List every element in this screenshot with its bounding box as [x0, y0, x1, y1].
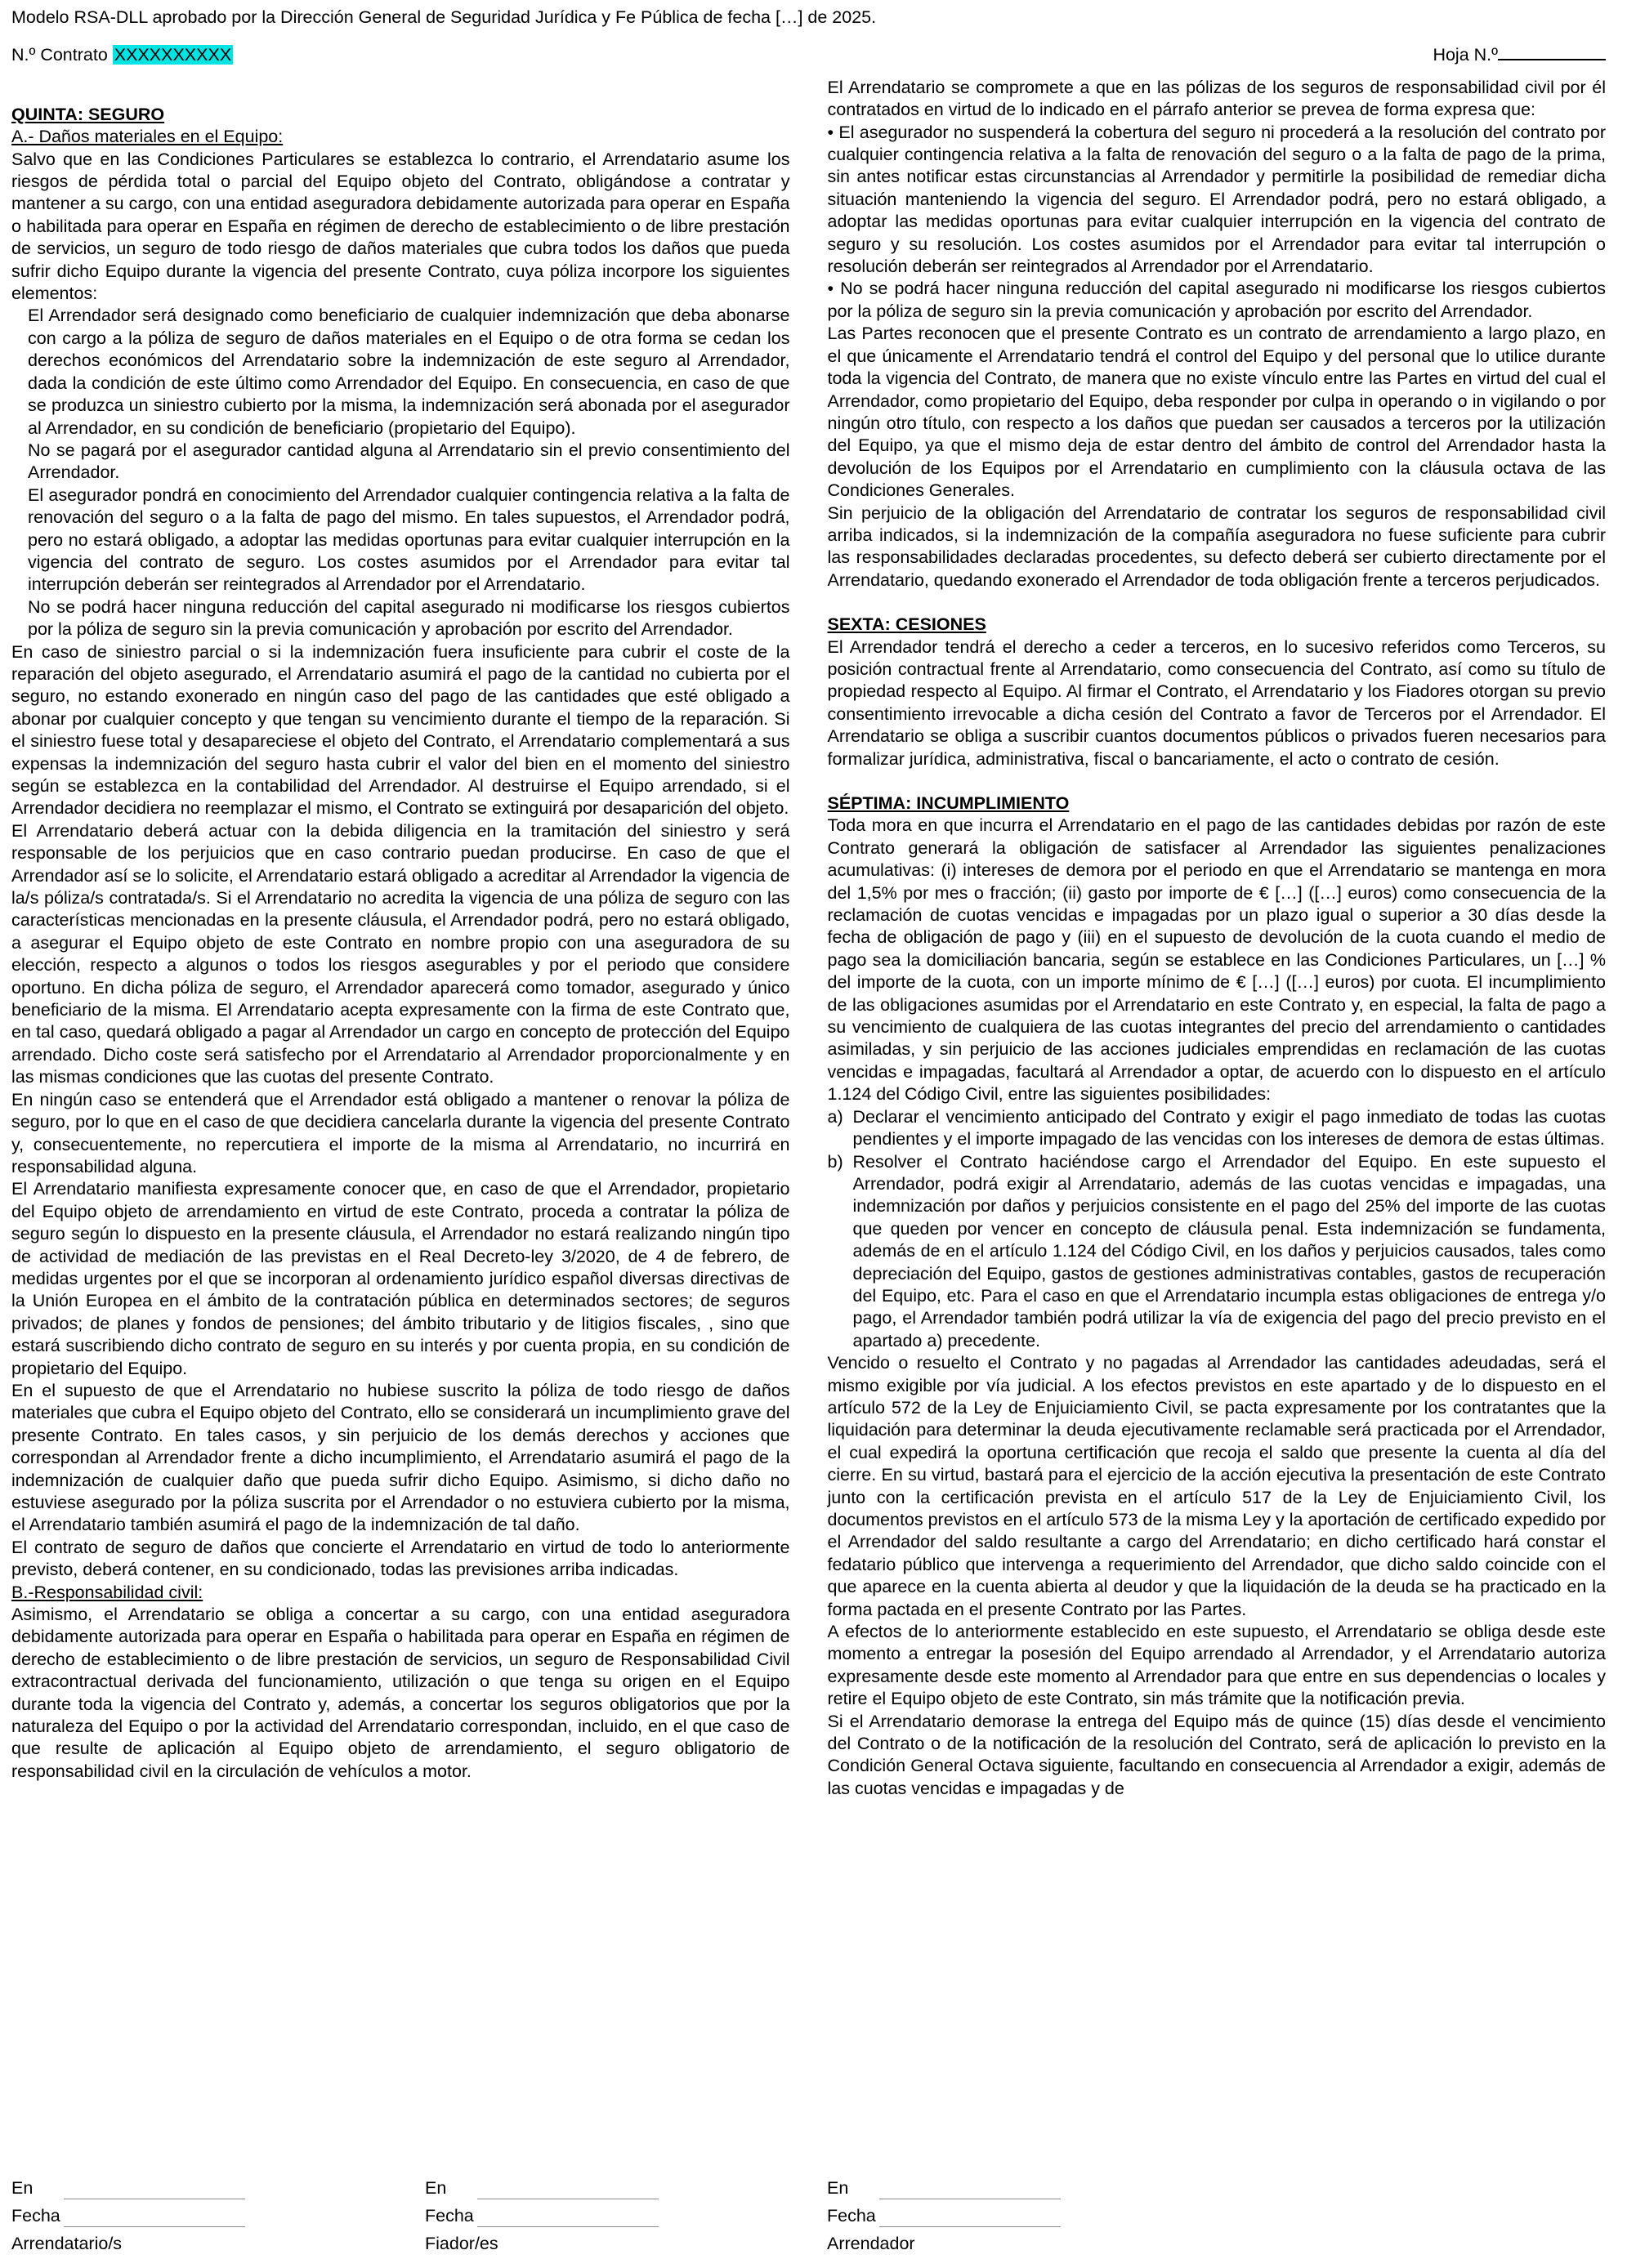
paragraph: Sin perjuicio de la obligación del Arrendatario de contratar los seguros de responsabilidad civil arriba indicados, si la indemnización de la compañía aseguradora no fuese suficiente para cubrir las responsabilidades declaradas procedentes, su defecto deberá ser cubierto directamente por el Arrendatario, quedando exonerado el Arrendador de toda obligación frente a terceros perjudicados.: [827, 502, 1606, 590]
signature-row-en: [11, 2172, 245, 2199]
paragraph: En caso de siniestro parcial o si la indemnización fuera insuficiente para cubrir el coste de la reparación del objeto asegurado, el Arrendatario asumirá el pago de la cantidad no cubierta por el seguro, no estando exonerado en ningún caso del pago de las cantidades que esté obligado a abonar por cualquier concepto y que tengan su vencimiento durante el tiempo de la reparación. Si el siniestro fuese total y desapareciese el objeto del Contrato, el Arrendatario complementará a sus expensas la indemnización del seguro hasta cubrir el valor del bien en el momento del siniestro según se establezca en la contabilidad del Arrendador. Al destruirse el Equipo arrendado, si el Arrendador decidiera no reemplazar el mismo, el Contrato se extinguirá por desaparición del objeto.: [11, 641, 790, 819]
section-septima-title: SÉPTIMA: INCUMPLIMIENTO: [827, 793, 1070, 813]
right-column: [828, 77, 1607, 2162]
en-label: En: [827, 2177, 849, 2198]
bullet-item: • No se podrá hacer ninguna reducción del capital asegurado ni modificarse los riesgos cubiertos por la póliza de seguro sin la previa comunicación y aprobación por escrito del Arrendador.: [28, 596, 790, 641]
option-item-b: [828, 1151, 1607, 1353]
quinta-bullet-list: [11, 305, 790, 641]
paragraph: El Arrendatario deberá actuar con la debida diligencia en la tramitación del siniestro y será responsable de los perjuicios que en caso contrario puedan producirse. En caso de que el Arrendador así se lo solicite, el Arrendatario estará obligado a acreditar al Arrendador la vigencia de la/s póliza/s contratada/s. Si el Arrendatario no acredita la vigencia de una póliza de seguro con las características mencionadas en la presente cláusula, el Arrendador podrá, pero no estará obligado, a asegurar el Equipo objeto de este Contrato en nombre propio con una aseguradora de su elección, respecto a algunos o todos los riesgos asegurables y por el periodo que considere oportuno. En dicha póliza de seguro, el Arrendador aparecerá como tomador, asegurado y único beneficiario de la misma. El Arrendatario acepta expresamente con la firma de este Contrato que, en tal caso, quedará obligado a pagar al Arrendador un cargo en concepto de protección del Equipo arrendado. Dicho coste será satisfecho por el Arrendatario al Arrendador proporcionalmente y en las mismas condiciones que las cuotas del presente Contrato.: [11, 820, 790, 1087]
bullet-item: • No se podrá hacer ninguna reducción del capital asegurado ni modificarse los riesgos cubiertos por la póliza de seguro sin la previa comunicación y aprobación por escrito del Arrendador.: [828, 278, 1607, 323]
signature-row-fecha: [425, 2199, 659, 2227]
bullet-item: • No se pagará por el asegurador cantidad alguna al Arrendatario sin el previo consentimiento del Arrendador.: [28, 440, 790, 484]
fecha-blank-line[interactable]: [879, 2209, 1061, 2227]
contract-number-label: N.º Contrato: [11, 45, 113, 65]
contract-number-row: [11, 44, 1606, 66]
signature-row-en: [425, 2172, 659, 2199]
section-sexta-title: SEXTA: CESIONES: [827, 614, 986, 635]
paragraph: En ningún caso se entenderá que el Arrendador está obligado a mantener o renovar la póliza de seguro, por lo que en el caso de que decidiera cancelarla durante la vigencia del presente Contrato y, consecuentemente, no repercutiera el importe de la misma al Arrendatario, no incurrirá en responsabilidad alguna.: [11, 1089, 790, 1176]
paragraph: El Arrendatario manifiesta expresamente conocer que, en caso de que el Arrendador, propietario del Equipo objeto de arrendamiento en virtud de este Contrato, proceda a contratar la póliza de seguro según lo dispuesto en la presente cláusula, el Arrendador no estará realizando ningún tipo de actividad de mediación de las previstas en el Real Decreto-ley 3/2020, de 4 de febrero, de medidas urgentes por el que se incorporan al ordenamiento jurídico español diversas directivas de la Unión Europea en el ámbito de la contratación pública en determinados sectores; de seguros privados; de planes y fondos de pensiones; del ámbito tributario y de litigios fiscales, , sino que estará suscribiendo dicho contrato de seguro en su interés y por cuenta propia, en su condición de propietario del Equipo.: [11, 1179, 790, 1378]
paragraph: A efectos de lo anteriormente establecido en este supuesto, el Arrendatario se obliga desde este momento a entregar la posesión del Equipo arrendado al Arrendador, y el Arrendatario autoriza expresamente desde este momento al Arrendador para que entre en sus dependencias o locales y retire el Equipo objeto de este Contrato, sin más trámite que la notificación previa.: [827, 1622, 1606, 1709]
section-quinta-title: QUINTA: SEGURO: [11, 104, 165, 124]
signature-block-arrendador: [827, 2172, 1061, 2255]
paragraph-quinta-intro: Salvo que en las Condiciones Particulares se establezca lo contrario, el Arrendatario asume los riesgos de pérdida total o parcial del Equipo objeto del Contrato, obligándose a contratar y mantener a su cargo, con una entidad aseguradora debidamente autorizada para operar en España o habilitada para operar en España en régimen de derecho de establecimiento o de libre prestación de servicios, un seguro de todo riesgo de daños materiales que cubra todos los daños que pueda sufrir dicho Equipo durante la vigencia del presente Contrato, cuya póliza incorpore los siguientes elementos:: [11, 149, 790, 304]
signature-row-fecha: [827, 2199, 1061, 2227]
left-column: [11, 77, 790, 2162]
bullet-item: • El asegurador no suspenderá la cobertura del seguro ni procederá a la resolución del contrato por cualquier contingencia relativa a la falta de renovación del seguro o a la falta de pago de la prima, sin antes notificar estas circunstancias al Arrendador y permitirle la posibilidad de remediar dicha situación manteniendo la vigencia del seguro. El Arrendador podrá, pero no estará obligado, a adoptar las medidas oportunas para evitar cualquier interrupción en la vigencia del contrato de seguro y su resolución. Los costes asumidos por el Arrendador para evitar tal interrupción o resolución deberán ser reintegrados al Arrendador por el Arrendatario.: [828, 122, 1607, 279]
signer-role-label: Arrendador: [827, 2233, 915, 2253]
paragraph: Las Partes reconocen que el presente Contrato es un contrato de arrendamiento a largo plazo, en el que únicamente el Arrendatario tendrá el control del Equipo y del personal que lo utilice durante toda la vigencia del Contrato, de manera que no existe vínculo entre las Partes en virtud del cual el Arrendador, como propietario del Equipo, deba responder por culpa in operando o in vigilando o por ningún otro título, con respecto a los daños que puedan ser causados a terceros por la utilización del Equipo, ya que el mismo deja de estar dentro del ámbito de control del Arrendador hasta la devolución de los Equipos por el Arrendatario en cumplimiento con la cláusula octava de las Condiciones Generales.: [827, 324, 1606, 501]
contract-number-value[interactable]: XXXXXXXXXX: [114, 45, 232, 65]
paragraph-polizas-intro: El Arrendatario se compromete a que en las pólizas de los seguros de responsabilidad civil por él contratados en virtud de lo indicado en el párrafo anterior se prevea de forma expresa que:: [827, 77, 1606, 120]
paragraph: Vencido o resuelto el Contrato y no pagadas al Arrendador las cantidades adeudadas, será el mismo exigible por vía judicial. A los efectos previstos en este apartado y de lo dispuesto en el artículo 572 de la Ley de Enjuiciamiento Civil, se pacta expresamente por los contratantes que la liquidación para determinar la deuda ejecutivamente reclamable será practicada por el Arrendador, el cual expedirá la oportuna certificación que recoja el saldo que presente la cuenta al día del cierre. En su virtud, bastará para el ejercicio de la acción ejecutiva la presentación de este Contrato junto con la certificación prevista en el artículo 517 de la Ley de Enjuiciamiento Civil, los documentos previstos en el artículo 573 de la misma Ley y la aportación de certificado expedido por el Arrendador del saldo resultante a cargo del Arrendatario; en dicho certificado hará constar el fedatario público que intervenga a requerimiento del Arrendador, que dicho saldo coincide con el que aparece en la cuenta abierta al deudor y que la liquidación de la deuda se ha practicado en la forma pactada en el presente Contrato por las Partes.: [827, 1353, 1606, 1619]
sheet-number-blank-line[interactable]: [1498, 44, 1606, 60]
signature-row-fecha: [11, 2199, 245, 2227]
signature-row-en: [827, 2172, 1061, 2199]
en-label: En: [425, 2177, 447, 2198]
subsection-a-title: A.- Daños materiales en el Equipo:: [11, 127, 284, 147]
fecha-label: Fecha: [425, 2205, 474, 2226]
en-blank-line[interactable]: [879, 2181, 1061, 2199]
en-blank-line[interactable]: [64, 2181, 245, 2199]
option-item-a: [828, 1106, 1607, 1151]
fecha-label: Fecha: [827, 2205, 876, 2226]
paragraph: El contrato de seguro de daños que concierte el Arrendatario en virtud de todo lo anteriormente previsto, deberá contener, en su condicionado, todas las previsiones arriba indicadas.: [11, 1537, 790, 1580]
sheet-number-group: [1433, 44, 1606, 66]
bullet-item: • El Arrendador será designado como beneficiario de cualquier indemnización que deba abonarse con cargo a la póliza de seguro de daños materiales en el Equipo o de otra forma se cedan los derechos económicos del Arrendatario sobre la indemnización de este seguro al Arrendador, dada la condición de este último como Arrendador del Equipo. En consecuencia, en caso de que se produzca un siniestro cubierto por la misma, la indemnización será abonada por el asegurador al Arrendador, en su condición de beneficiario (propietario del Equipo).: [28, 305, 790, 439]
signer-role-label: Fiador/es: [425, 2233, 498, 2253]
en-label: En: [11, 2177, 34, 2198]
paragraph: Si el Arrendatario demorase la entrega del Equipo más de quince (15) días desde el vencimiento del Contrato o de la notificación de la resolución del Contrato, será de aplicación lo previsto en la Condición General Octava siguiente, facultando en consecuencia al Arrendador a exigir, además de las cuotas vencidas e impagadas y de: [827, 1711, 1606, 1798]
signature-block-fiador: [425, 2172, 659, 2255]
bullet-item: • El asegurador pondrá en conocimiento del Arrendador cualquier contingencia relativa a la falta de renovación del seguro o a la falta de pago del mismo. En tales supuestos, el Arrendador podrá, pero no estará obligado, a adoptar las medidas oportunas para evitar cualquier interrupción en la vigencia del contrato de seguro. Los costes asumidos por el Arrendador para evitar tal interrupción deberán ser reintegrados al Arrendador por el Arrendatario.: [28, 484, 790, 596]
signature-footer: [0, 2172, 1636, 2261]
subsection-b-title: B.-Responsabilidad civil:: [11, 1582, 203, 1602]
paragraph-sexta: El Arrendador tendrá el derecho a ceder a terceros, en lo sucesivo referidos como Terceros, su posición contractual frente al Arrendatario, como consecuencia del Contrato, así como su título de propiedad respecto al Equipo. Al firmar el Contrato, el Arrendatario y los Fiadores otorgan su previo consentimiento irrevocable a dicha cesión del Contrato a favor de Terceros por el Arrendador. El Arrendatario se obliga a suscribir cuantos documentos públicos o privados fueren necesarios para formalizar jurídica, administrativa, fiscal o bancariamente, el acto o contrato de cesión.: [827, 636, 1606, 769]
paragraph: En el supuesto de que el Arrendatario no hubiese suscrito la póliza de todo riesgo de daños materiales que cubra el Equipo objeto del Contrato, ello se considerará un incumplimiento grave del presente Contrato. En tales casos, y sin perjuicio de los demás derechos y acciones que correspondan al Arrendador frente a dicho incumplimiento, el Arrendatario asumirá el pago de la indemnización de cualquier daño que pueda sufrir dicho Equipo. Asimismo, si dicho daño no estuviese asegurado por la póliza suscrita por el Arrendador o no estuviera cubierto por la misma, el Arrendatario también asumirá el pago de la indemnización de tal daño.: [11, 1380, 790, 1535]
contract-number-group: [11, 44, 233, 66]
document-body: [11, 77, 1606, 2162]
option-marker: a): [827, 1106, 843, 1127]
paragraph-septima-intro: Toda mora en que incurra el Arrendatario en el pago de las cantidades debidas por razón de este Contrato generará la obligación de satisfacer al Arrendador las siguientes penalizaciones acumulativas: (i) intereses de demora por el periodo en que el Arrendatario se mantenga en mora del 1,5% por mes o fracción; (ii) gasto por importe de € […] ([…] euros) como consecuencia de la reclamación de cuotas vencidas e impagadas por un plazo igual o superior a 30 días desde la fecha de obligación de pago y (iii) en el supuesto de devolución de la cuota cuando el medio de pago sea la domiciliación bancaria, según se establece en las Condiciones Particulares, un […] % del importe de la cuota, con un importe mínimo de € […] ([…] euros) por cuota. El incumplimiento de las obligaciones asumidas por el Arrendatario en este Contrato y, en especial, la falta de pago a su vencimiento de cualquiera de las cuotas integrantes del precio del arrendamiento o cantidades asimiladas, y sin perjuicio de las acciones judiciales emprendidas en reclamación de las cuotas vencidas e impagadas, facultará al Arrendador a optar, de acuerdo con lo dispuesto en el artículo 1.124 del Código Civil, entre las siguientes posibilidades:: [827, 815, 1606, 1105]
signer-role-label: Arrendatario/s: [11, 2233, 123, 2253]
model-approval-line: Modelo RSA-DLL aprobado por la Dirección General de Seguridad Jurídica y Fe Pública de fecha […] de 2025.: [11, 7, 877, 27]
option-text: Declarar el vencimiento anticipado del Contrato y exigir el pago inmediato de todas las cuotas pendientes y el importe impagado de las vencidas con los intereses de demora de estas últimas.: [852, 1106, 1606, 1150]
sheet-number-label: Hoja N.º: [1433, 45, 1498, 65]
document-header: [11, 7, 1606, 67]
signature-block-arrendatario: [11, 2172, 245, 2255]
en-blank-line[interactable]: [477, 2181, 659, 2199]
fecha-blank-line[interactable]: [477, 2209, 659, 2227]
option-marker: b): [827, 1151, 843, 1172]
paragraph-responsabilidad-civil: Asimismo, el Arrendatario se obliga a concertar a su cargo, con una entidad aseguradora debidamente autorizada para operar en España o habilitada para operar en España en régimen de derecho de establecimiento o de libre prestación de servicios, un seguro de Responsabilidad Civil extracontractual derivada del funcionamiento, utilización o que tenga su origen en el Equipo durante toda la vigencia del Contrato y, además, a concertar los seguros obligatorios que por la naturaleza del Equipo o por la actividad del Arrendatario correspondan, incluido, en el que caso de que resulte de aplicación al Equipo objeto de arrendamiento, el seguro obligatorio de responsabilidad civil en la circulación de vehículos a motor.: [11, 1605, 790, 1781]
option-text: Resolver el Contrato haciéndose cargo el Arrendador del Equipo. En este supuesto el Arrendador, podrá exigir al Arrendatario, además de las cuotas vencidas e impagadas, una indemnización por daños y perjuicios consistente en el pago del 25% del importe de las cuotas que queden por vencer en concepto de cláusula penal. Esta indemnización se fundamenta, además de en el artículo 1.124 del Código Civil, en los daños y perjuicios causados, tales como depreciación del Equipo, gastos de gestiones administrativas contables, gastos de recuperación del Equipo, etc. Para el caso en que el Arrendatario incumpla estas obligaciones de entrega y/o pago, el Arrendador también podrá utilizar la vía de exigencia del pago del precio previsto en el apartado a) precedente.: [852, 1151, 1606, 1351]
fecha-label: Fecha: [11, 2205, 60, 2226]
fecha-blank-line[interactable]: [64, 2209, 245, 2227]
